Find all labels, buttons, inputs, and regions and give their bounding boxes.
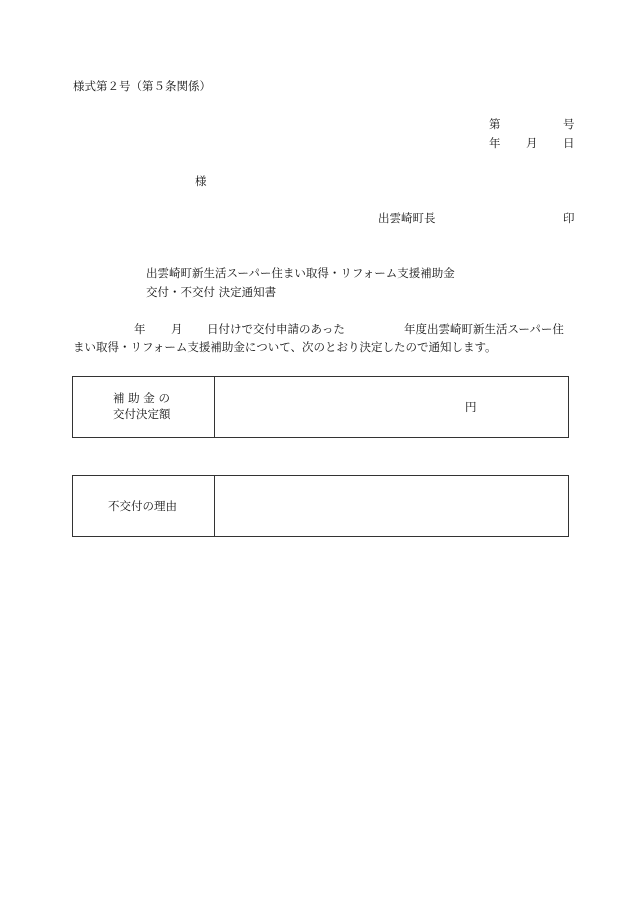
addressee-honorific: 様 [195,174,207,188]
body-month-label: 月 [171,322,183,336]
grant-amount-table [72,376,569,438]
form-number-label: 様式第２号（第５条関係） [73,79,211,93]
table-divider [214,377,215,437]
seal-mark: 印 [563,211,575,225]
body-line1-end: 年度出雲崎町新生活スーパー住 [404,322,564,336]
doc-number-prefix: 第 [489,117,501,131]
table-divider [214,476,215,536]
non-grant-reason-label: 不交付の理由 [108,499,177,513]
date-year-label: 年 [489,136,501,150]
grant-amount-label-line1: 補 助 金 の [113,391,170,405]
document-title-line1: 出雲崎町新生活スーパー住まい取得・リフォーム支援補助金 [146,266,455,280]
date-day-label: 日 [563,136,575,150]
issuer-name: 出雲崎町長 [378,211,436,225]
body-line2: まい取得・リフォーム支援補助金について、次のとおり決定したので通知します。 [73,340,497,354]
body-year-label: 年 [134,322,146,336]
date-month-label: 月 [526,136,538,150]
grant-amount-label-line2: 交付決定額 [113,407,171,421]
doc-number-suffix: 号 [563,117,575,131]
non-grant-reason-table [72,475,569,537]
document-title-line2: 交付・不交付 決定通知書 [146,285,277,299]
grant-amount-unit: 円 [465,400,477,414]
body-dated-text: 日付けで交付申請のあった [207,322,345,336]
